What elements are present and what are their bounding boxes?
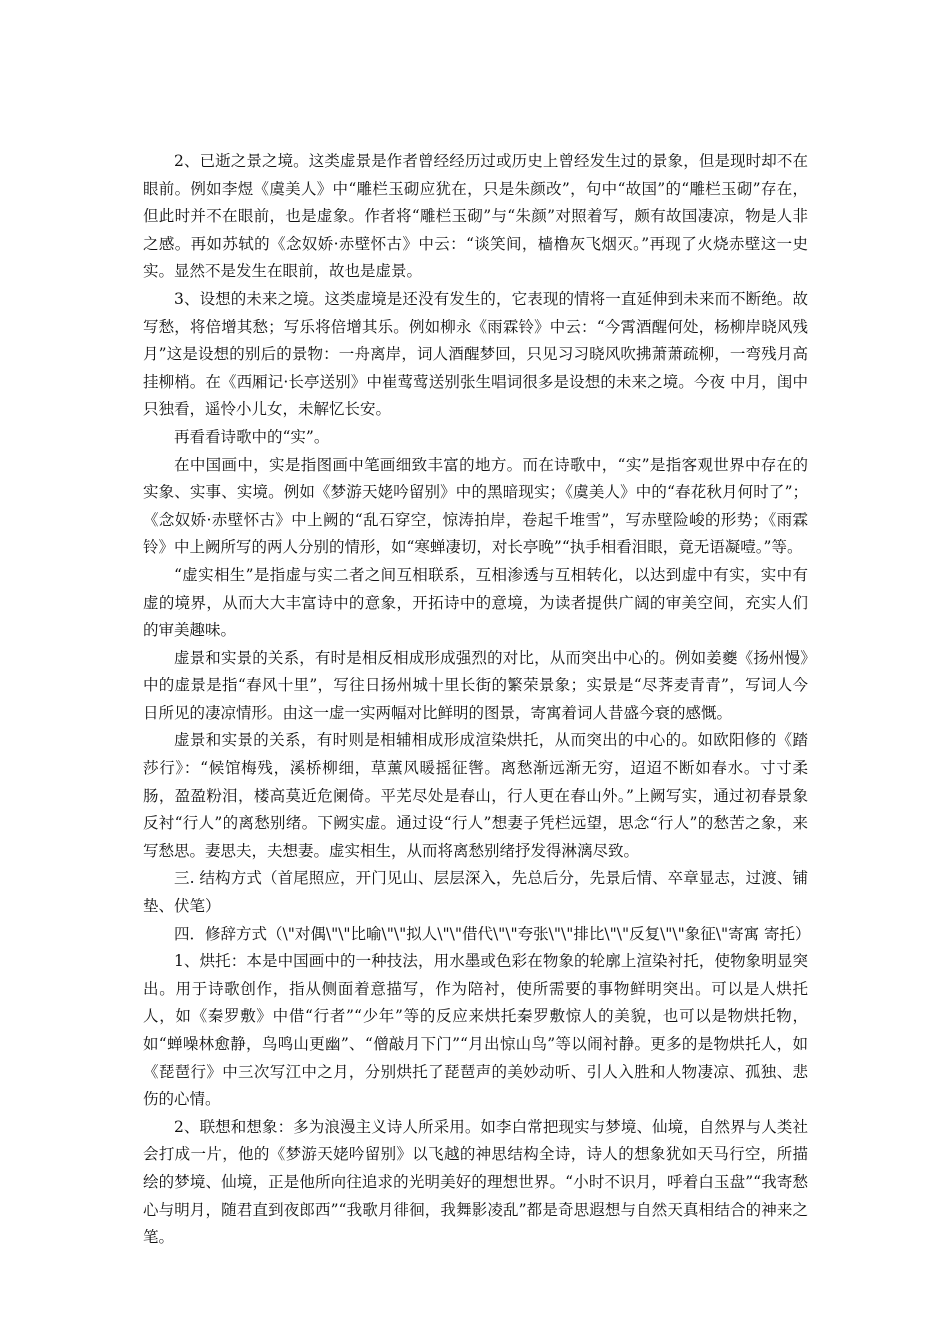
paragraph-contrast-relation: 虚景和实景的关系，有时是相反相成形成强烈的对比，从而突出中心的。例如姜夔《扬州慢》中的虚景是指“春风十里”，写往日扬州城十里长街的繁荣景象；实景是“尽荠麦青青”，写词人今日所见的凄凉情形。由这一虚一实两幅对比鲜明的图景，寄寓着词人昔盛今衰的感慨。: [143, 648, 808, 722]
paragraph-real-definition: 在中国画中，实是指图画中笔画细致丰富的地方。而在诗歌中，“实”是指客观世界中存在的实象、实事、实境。例如《梦游天姥吟留别》中的黑暗现实；《虞美人》中的“春花秋月何时了”；《念奴娇·赤壁怀古》中上阙的“乱石穿空，惊涛拍岸，卷起千堆雪”，写赤壁险峻的形势；《雨霖铃》中上阙所写的两人分别的情形，如“寒蝉凄切，对长亭晚”“执手相看泪眼，竟无语凝噎。”等。: [143, 455, 808, 557]
paragraph-hongtuo: 1、烘托：本是中国画中的一种技法，用水墨或色彩在物象的轮廓上渲染衬托，使物象明显突出。用于诗歌创作，指从侧面着意描写，作为陪衬，使所需要的事物鲜明突出。可以是人烘托人，如《秦罗敷》中借“行者”“少年”等的反应来烘托秦罗敷惊人的美貌，也可以是物烘托物，如“蝉噪林愈静，鸟鸣山更幽”、“僧敲月下门”“月出惊山鸟”等以闹衬静。更多的是物烘托人，如《琵琶行》中三次写江中之月，分别烘托了琵琶声的美妙动听、引人入胜和人物凄凉、孤独、悲伤的心情。: [143, 952, 808, 1109]
paragraph-rhetoric-methods: 四．修辞方式（\"对偶\"\"比喻\"\"拟人\"\"借代\"\"夸张\"\"排比\"\"反复\"\"象征\"寄寓 寄托）: [174, 924, 811, 943]
paragraph-past-scene: 2、已逝之景之境。这类虚景是作者曾经经历过或历史上曾经发生过的景象，但是现时却不在眼前。例如李煜《虞美人》中“雕栏玉砌应犹在，只是朱颜改”，句中“故国”的“雕栏玉砌”存在，但此时并不在眼前，也是虚象。作者将“雕栏玉砌”与“朱颜”对照着写，颇有故国凄凉，物是人非之感。再如苏轼的《念奴娇·赤壁怀古》中云：“谈笑间，樯橹灰飞烟灭。”再现了火烧赤壁这一史实。显然不是发生在眼前，故也是虚景。: [143, 152, 808, 281]
paragraph-future-scene: 3、设想的未来之境。这类虚境是还没有发生的，它表现的情将一直延伸到未来而不断绝。故写愁，将倍增其愁；写乐将倍增其乐。例如柳永《雨霖铃》中云：“今霄酒醒何处，杨柳岸晓风残月”这是设想的别后的景物：一舟离岸，词人酒醒梦回，只见习习晓风吹拂萧萧疏柳，一弯残月高挂柳梢。在《西厢记·长亭送别》中崔莺莺送别张生唱词很多是设想的未来之境。今夜 中月，闺中只独看，遥怜小儿女，未解忆长安。: [143, 289, 808, 419]
paragraph-complement-relation: 虚景和实景的关系，有时则是相辅相成形成渲染烘托，从而突出的中心的。如欧阳修的《踏莎行》：“候馆梅残，溪桥柳细，草薰风暖摇征辔。离愁渐远渐无穷，迢迢不断如春水。寸寸柔肠，盈盈粉泪，楼高莫近危阑倚。平芜尽处是春山，行人更在春山外。”上阙写实，通过初春景象反衬“行人”的离愁别绪。下阙实虚。通过设“行人”想妻子凭栏远望，思念“行人”的愁苦之象，来写愁思。妻思夫，夫想妻。虚实相生，从而将离愁别绪抒发得淋漓尽致。: [143, 731, 808, 860]
paragraph-real-intro: 再看看诗歌中的“实”。: [174, 427, 330, 446]
paragraph-imagination: 2、联想和想象：多为浪漫主义诗人所采用。如李白常把现实与梦境、仙境，自然界与人类社会打成一片，他的《梦游天姥吟留别》以飞越的神思结构全诗，诗人的想象犹如天马行空，所描绘的梦境、仙境，正是他所向往追求的光明美好的理想世界。“小时不识月，呼着白玉盘”“我寄愁心与明月，随君直到夜郎西”“我歌月徘徊，我舞影凌乱”都是奇思遐想与自然天真相结合的神来之笔。: [143, 1117, 808, 1247]
paragraph-structure-methods: 三. 结构方式（首尾照应，开门见山、层层深入，先总后分，先景后情、卒章显志，过渡、铺垫、伏笔）: [143, 869, 808, 916]
paragraph-xu-shi-xiang-sheng: “虚实相生”是指虚与实二者之间互相联系，互相渗透与互相转化，以达到虚中有实，实中有虚的境界，从而大大丰富诗中的意象，开拓诗中的意境，为读者提供广阔的审美空间，充实人们的审美趣味。: [143, 565, 808, 640]
document-body: [143, 148, 811, 1252]
